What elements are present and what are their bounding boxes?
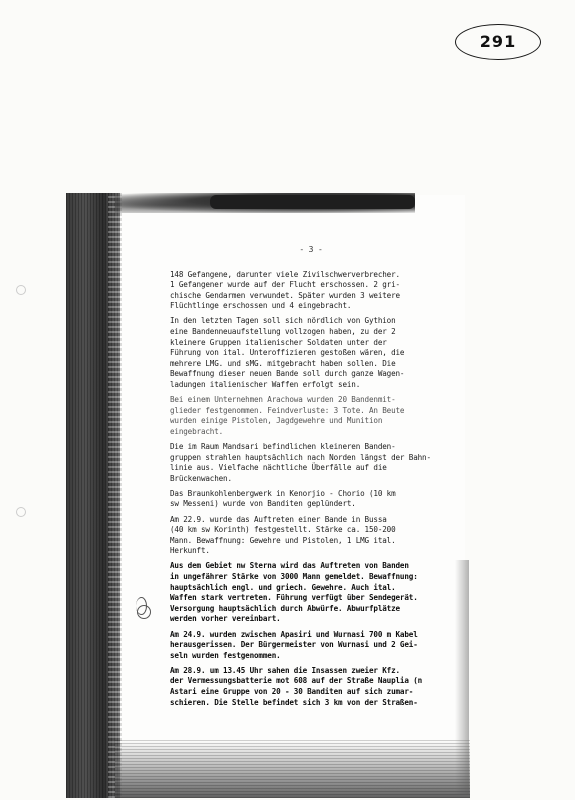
report-line: eingebracht. (170, 426, 224, 436)
report-line: seln wurden festgenommen. (170, 650, 281, 660)
report-line: chische Gendarmen verwundet. Später wurden 3 weitere (170, 290, 400, 300)
report-line: glieder festgenommen. Feindverluste: 3 Tote. An Beute (170, 405, 405, 415)
report-line: Astari eine Gruppe von 20 - 30 Banditen auf sich zumar- (170, 686, 414, 696)
binder-hole (137, 605, 151, 619)
report-line: in ungefährer Stärke von 3000 Mann gemeldet. Bewaffnung: (170, 572, 418, 582)
report-line: (40 km sw Korinth) festgestellt. Stärke ca. 150-200 (170, 525, 396, 535)
report-line: werden vorher vereinbart. (170, 614, 281, 624)
report-line: ladungen italienischer Waffen erfolgt sein. (170, 380, 361, 390)
report-line: hauptsächlich engl. und griech. Gewehre. Auch ital. (170, 582, 396, 592)
report-line: herausgerissen. Der Bürgermeister von Wurnasi und 2 Gei- (170, 640, 418, 650)
scan-shadow-top-dark (210, 195, 415, 209)
report-paragraph (170, 561, 462, 625)
report-line: Die im Raum Mandsari befindlichen kleineren Banden- (170, 442, 396, 451)
punch-hole-top (16, 285, 26, 295)
report-line: sw Messeni) wurde von Banditen geplündert. (170, 499, 356, 509)
report-paragraph (170, 630, 462, 662)
report-paragraph (170, 666, 462, 708)
report-line: 148 Gefangene, darunter viele Zivilschwerverbrecher. (170, 269, 400, 279)
report-line: Herkunft. (170, 546, 210, 556)
report-paragraph (170, 270, 462, 312)
report-line: Bei einem Unternehmen Arachowa wurden 20 Bandenmit- (170, 395, 396, 405)
report-paragraph (170, 515, 462, 557)
report-paragraph (170, 442, 462, 484)
report-line: Flüchtlinge erschossen und 4 eingebracht. (170, 301, 352, 311)
report-line: mehrere LMG. und sMG. mitgebracht haben sollen. Die (170, 358, 396, 368)
report-line: Das Braunkohlenbergwerk in Kenorjio - Chorio (10 km (170, 488, 396, 498)
report-line: Am 24.9. wurden zwischen Apasiri und Wurnasi 700 m Kabel (170, 629, 418, 639)
report-line: Brückenwachen. (170, 473, 232, 483)
report-line: Mann. Bewaffnung: Gewehre und Pistolen, 1 LMG ital. (170, 535, 396, 545)
report-paragraph (170, 489, 462, 510)
report-line: eine Bandenneuaufstellung vollzogen haben, zu der 2 (170, 327, 396, 337)
report-line: In den letzten Tagen soll sich nördlich von Gythion (170, 316, 396, 326)
page-marker: - 3 - (299, 245, 323, 254)
scan-shadow-bottom (115, 740, 470, 798)
report-line: Führung von ital. Unteroffizieren gestoßen wären, die (170, 348, 405, 358)
report-body (170, 270, 462, 709)
typewritten-report (170, 245, 462, 713)
report-line: gruppen strahlen hauptsächlich nach Norden längst der Bahn- (170, 452, 431, 462)
report-line: Am 28.9. um 13.45 Uhr sahen die Insassen zweier Kfz. (170, 665, 400, 675)
report-line: kleinere Gruppen italienischer Soldaten unter der (170, 337, 387, 347)
punch-hole-bottom (16, 507, 26, 517)
report-line: linie aus. Vielfache nächtliche Überfälle auf die (170, 463, 387, 473)
report-line: der Vermessungsbatterie mot 608 auf der Straße Nauplia (n (170, 676, 423, 686)
report-line: Waffen stark vertreten. Führung verfügt über Sendegerät. (170, 593, 418, 603)
report-line: wurden einige Pistolen, Jagdgewehre und Munition (170, 416, 383, 426)
report-line: 1 Gefangener wurde auf der Flucht erschossen. 2 gri- (170, 280, 400, 290)
report-paragraph (170, 395, 462, 437)
report-line: Am 22.9. wurde das Auftreten einer Bande in Bussa (170, 514, 387, 524)
report-line: Versorgung hauptsächlich durch Abwürfe. Abwurfplätze (170, 603, 400, 613)
scan-shadow-left-edge (108, 193, 122, 798)
report-line: Aus dem Gebiet nw Sterna wird das Auftreten von Banden (170, 561, 409, 571)
page-number-circle: 291 (455, 24, 541, 60)
report-line: Bewaffnung dieser neuen Bande soll durch ganze Wagen- (170, 369, 405, 379)
report-line: schieren. Die Stelle befindet sich 3 km von der Straßen- (170, 697, 418, 707)
report-paragraph (170, 316, 462, 390)
